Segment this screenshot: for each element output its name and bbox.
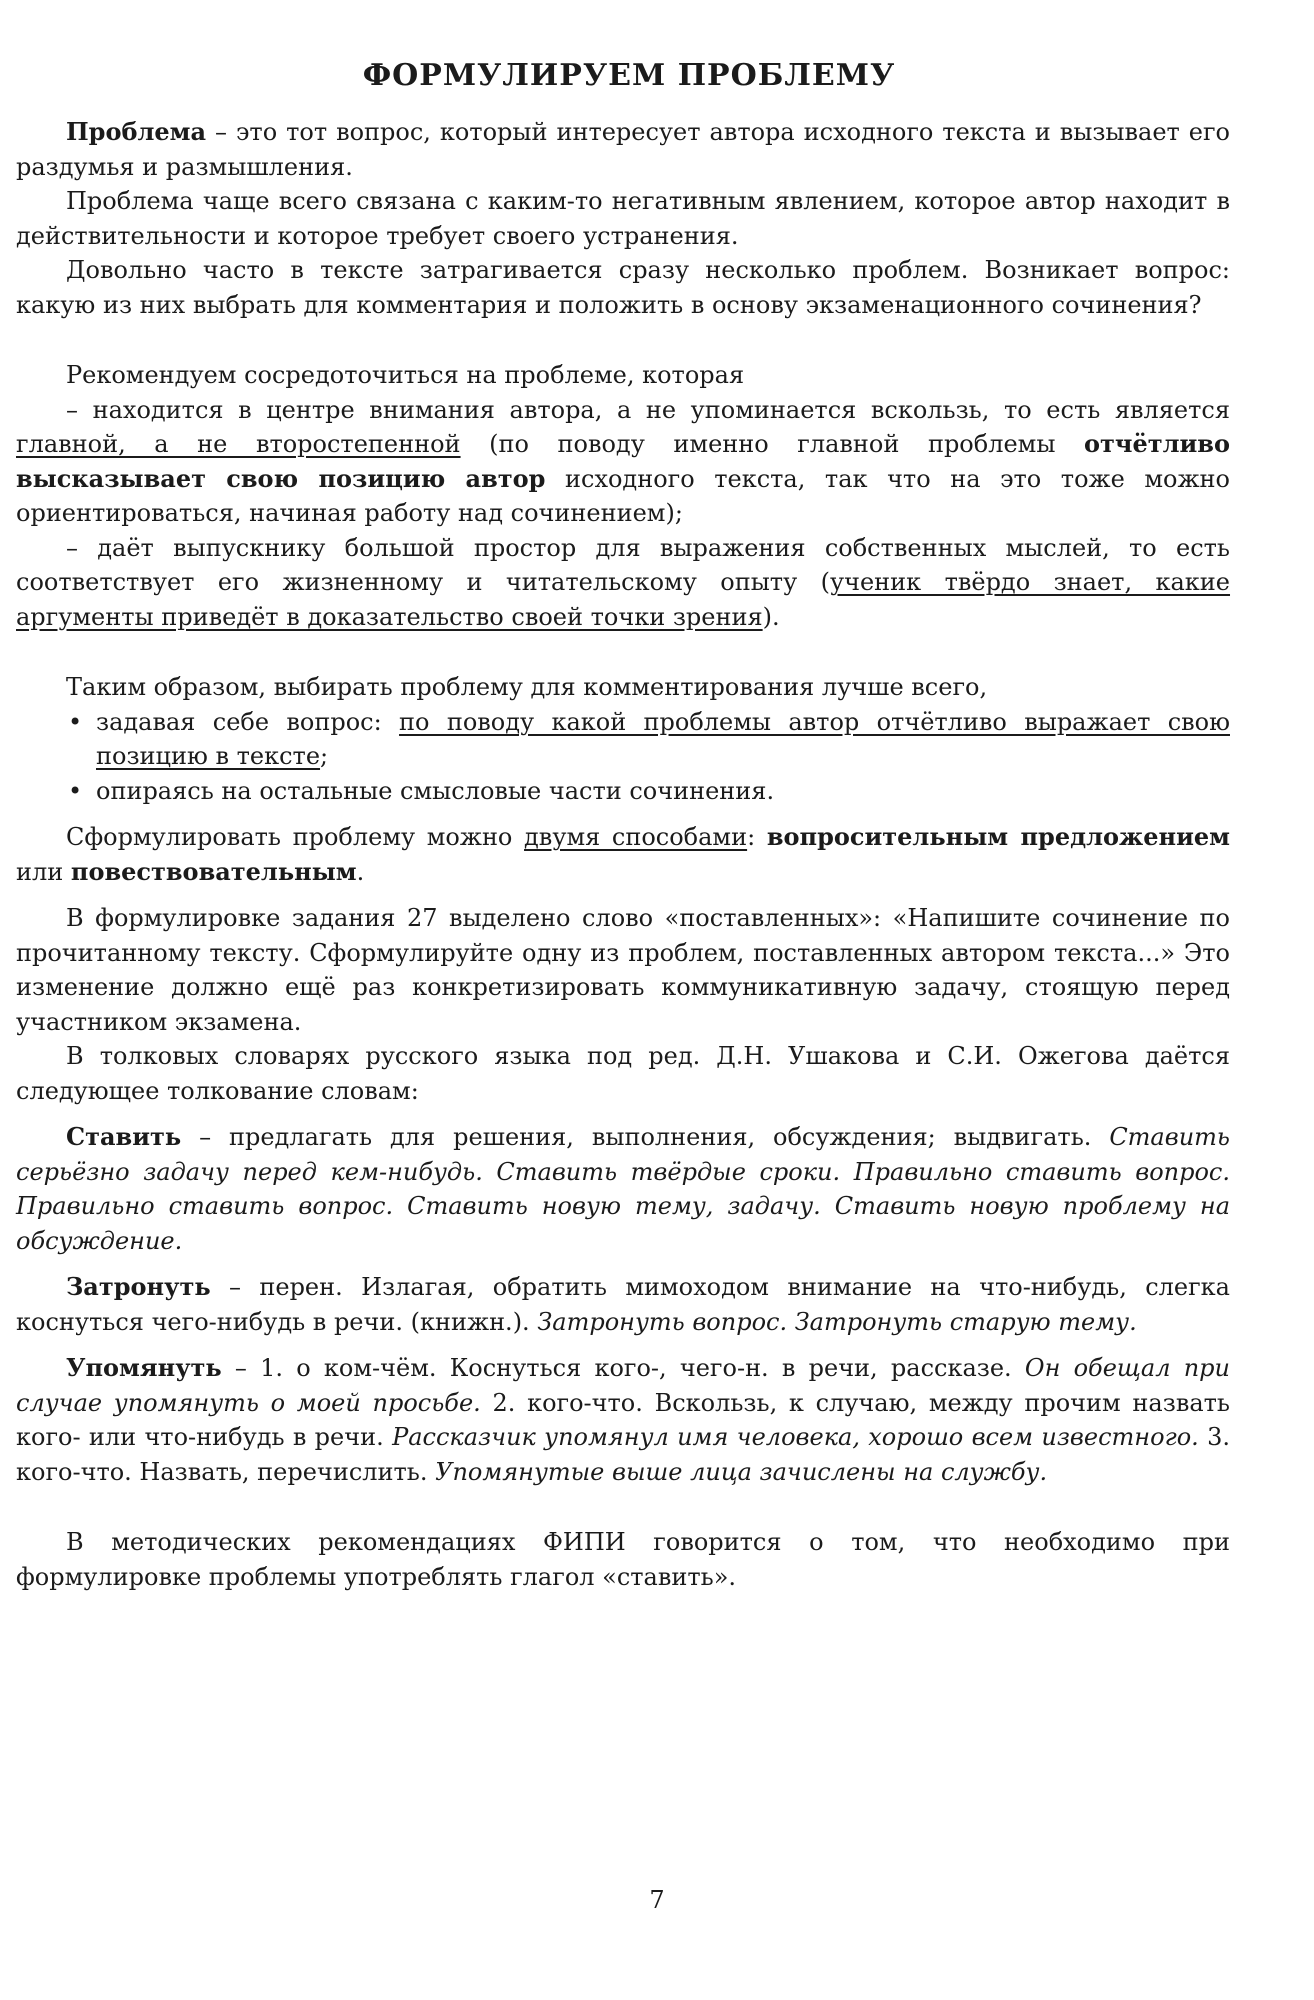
underlined-text: по поводу какой проблемы автор отчётливо выражает свою позицию в тексте [96,707,1230,770]
term-zatronut: Затронуть [66,1272,211,1301]
underlined-text: главной, а не второстепенной [16,430,461,458]
text: . [356,857,365,886]
spacer [16,1258,1230,1270]
term-upomyanut: Упомянуть [66,1353,222,1382]
paragraph-dictionaries: В толковых словарях русского языка под ред. Д.Н. Ушакова и С.И. Ожегова даётся следующее толкование словам: [16,1042,1230,1105]
paragraph-criterion-2 [16,531,1230,635]
paragraph-two-ways [16,820,1230,889]
text: – предлагать для решения, выполнения, обсуждения; выдвигать. [181,1123,1110,1151]
text: (по поводу именно главной проблемы [460,430,1084,458]
text: задавая себе вопрос: [96,707,400,736]
page-number: 7 [649,1886,665,1914]
bullet-icon: • [68,707,83,736]
text: – даёт выпускнику большой простор для выражения собственных мыслей, то есть соответствует его жизненному и читательскому опыту ( [16,533,1230,596]
paragraph-task-27: В формулировке задания 27 выделено слово «поставленных»: «Напишите сочинение по прочитанному тексту. Сформулируйте одну из проблем, поставленных автором текста...» Это изменение должно ещё раз конкретизировать коммуникативную задачу, стоящую перед участником экзамена. [16,904,1230,1036]
paragraph-thus: Таким образом, выбирать проблему для комментирования лучше всего, [66,673,988,701]
spacer [16,1489,1230,1525]
text: или [16,857,71,886]
text: исходного текста, так что на это тоже можно ориентироваться, начиная работу над сочинением); [16,464,1230,527]
term-stavit: Ставить [66,1122,182,1151]
bold-text: повествовательным [70,856,357,886]
spacer [16,322,1230,358]
text: : [747,823,767,851]
definition-stavit [16,1120,1230,1258]
text: Сформулировать проблему можно [66,823,525,851]
example-text: Он обещал при случае упомянуть о моей просьбе. [16,1354,1231,1417]
text: – находится в центре внимания автора, а не упоминается вскользь, то есть является [66,395,1230,424]
definition-zatronut [16,1270,1230,1339]
term-problem: Проблема [66,117,207,146]
text: 2. кого-что. Вскользь, к случаю, между прочим назвать кого- или что-нибудь в речи. [16,1388,1230,1451]
paragraph-recommend: Рекомендуем сосредоточиться на проблеме, которая [66,361,745,389]
underlined-text: ученик твёрдо знает, какие аргументы приведёт в доказательство своей точки зрения [16,568,1231,631]
bold-text: вопросительным предложением [766,822,1231,851]
example-text: Ставить серьёзно задачу перед кем-нибудь. Ставить твёрдые сроки. Правильно ставить вопрос. Правильно ставить вопрос. Ставить новую тему, задачу. Ставить новую проблему на обсуждение. [16,1123,1230,1255]
paragraph-problem-definition [16,115,1230,184]
page-title: ФОРМУЛИРУЕМ ПРОБЛЕМУ [362,58,896,93]
definition-upomyanut [16,1351,1230,1489]
text: – 1. о ком-чём. Коснуться кого-, чего-н. в речи, рассказе. [221,1354,1025,1382]
spacer [16,889,1230,901]
spacer [16,634,1230,670]
example-text: Затронуть вопрос. Затронуть старую тему. [537,1307,1137,1336]
paragraph-fipi: В методических рекомендациях ФИПИ говорится о том, что необходимо при формулировке проблемы употреблять глагол «ставить». [16,1528,1230,1591]
text: – перен. Излагая, обратить мимоходом внимание на что-нибудь, слегка коснуться чего-нибудь в речи. (книжн.). [16,1273,1230,1336]
example-text: Упомянутые выше лица зачислены на службу. [435,1457,1048,1486]
text: ; [320,742,329,770]
text: ). [762,602,780,631]
bold-text: отчётливо высказывает свою позицию автор [16,429,1230,493]
bullet-icon: • [68,776,83,805]
spacer [16,808,1230,820]
text: 3. кого-что. Назвать, перечислить. [16,1423,1230,1486]
example-text: Рассказчик упомянул имя человека, хорошо всем известного. [392,1423,1199,1451]
paragraph-problem-negative: Проблема чаще всего связана с каким-то негативным явлением, которое автор находит в действительности и которое требует своего устранения. [16,187,1230,250]
list-item [66,774,1230,809]
paragraph-several-problems: Довольно часто в тексте затрагивается сразу несколько проблем. Возникает вопрос: какую из них выбрать для комментария и положить в основу экзаменационного сочинения? [16,256,1230,319]
text: опираясь на остальные смысловые части сочинения. [96,776,775,805]
text: – это тот вопрос, который интересует автора исходного текста и вызывает его раздумья и размышления. [16,118,1230,181]
spacer [16,1339,1230,1351]
list-item [66,705,1230,774]
bullet-list [16,705,1230,809]
spacer [16,1108,1230,1120]
paragraph-criterion-1 [16,393,1230,531]
underlined-text: двумя способами [524,823,748,851]
